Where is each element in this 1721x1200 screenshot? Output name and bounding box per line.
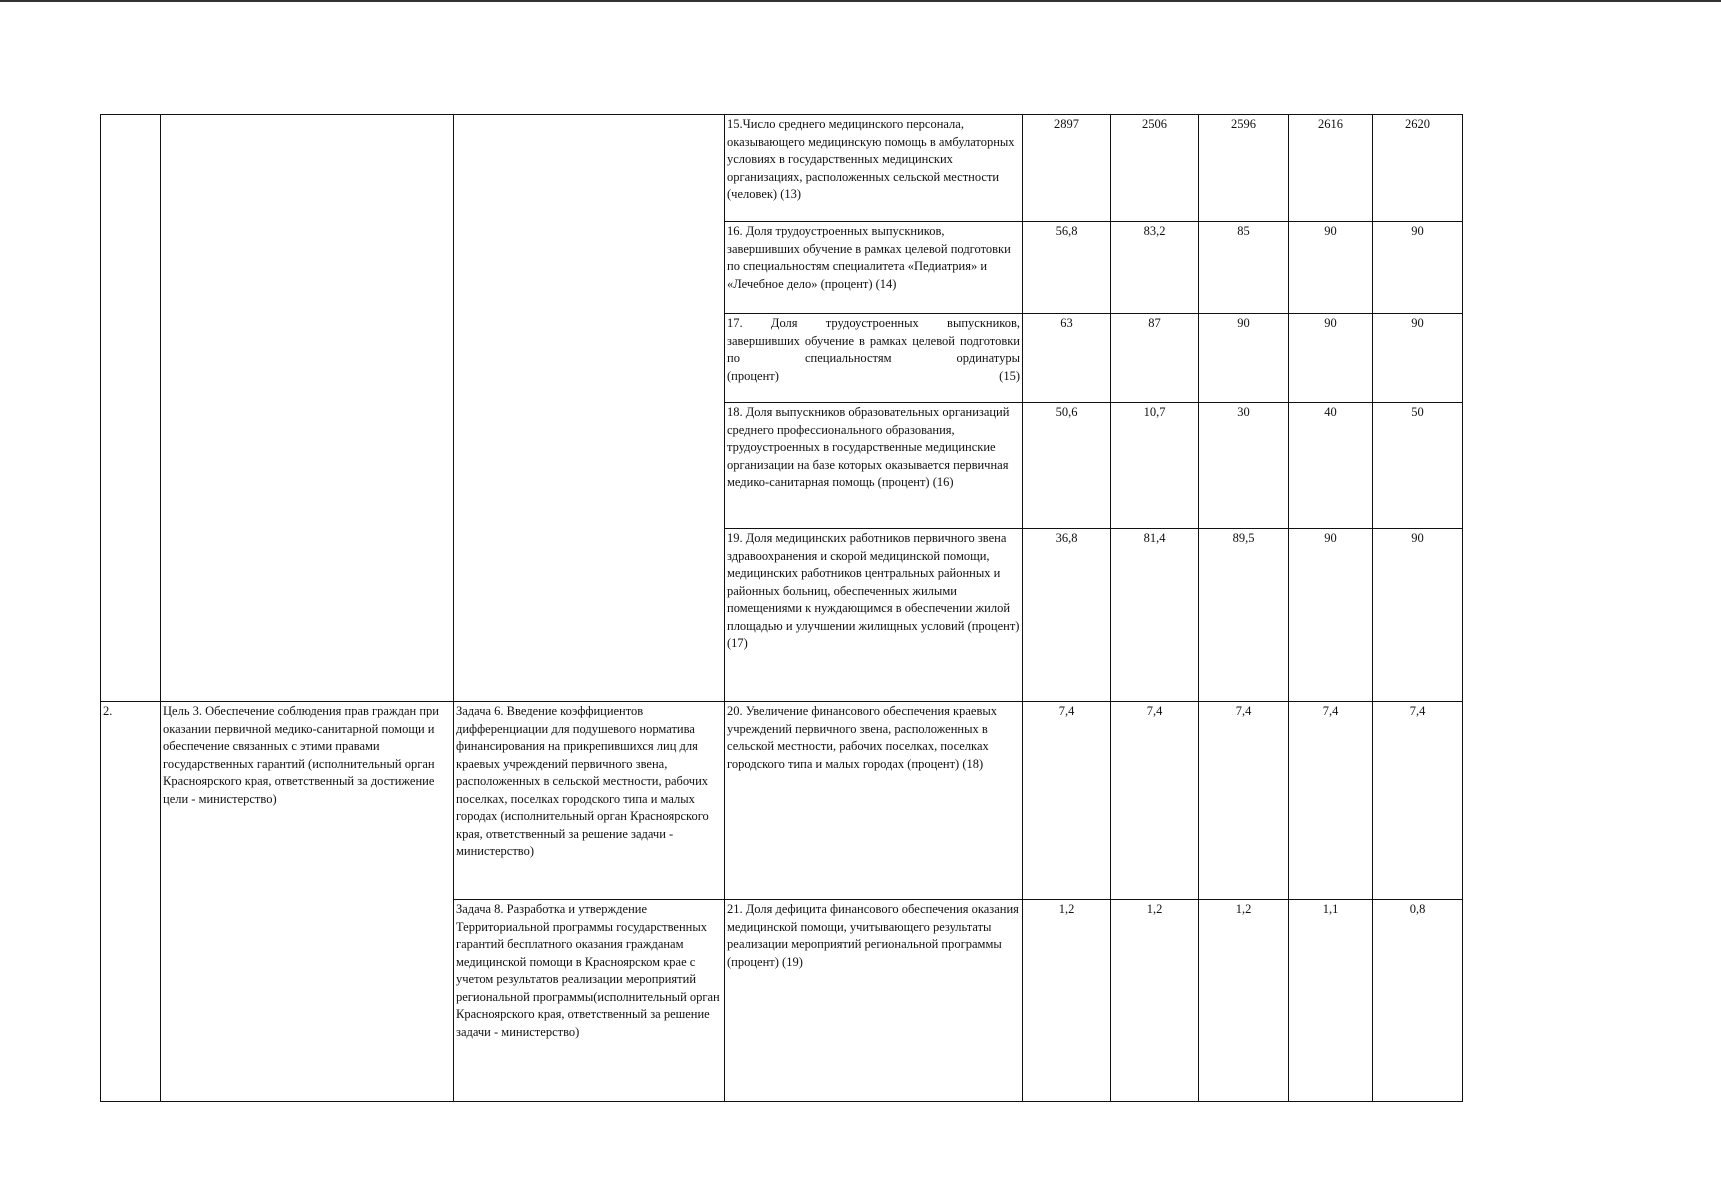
indicator-cell: 21. Доля дефицита финансового обеспечения оказания медицинской помощи, учитывающего результаты реализации мероприятий региональной программы (процент) (19): [725, 900, 1023, 1102]
value-cell: 90: [1289, 222, 1373, 314]
value-cell: 1,1: [1289, 900, 1373, 1102]
value-cell: 63: [1023, 314, 1111, 403]
indicator-text-tail: [727, 368, 1020, 386]
value-cell: 90: [1289, 314, 1373, 403]
indicator-cell: 16. Доля трудоустроенных выпускников, завершивших обучение в рамках целевой подготовки по специальностям специалитета «Педиатрия» и «Лечебное дело» (процент) (14): [725, 222, 1023, 314]
value-cell: 7,4: [1373, 702, 1463, 900]
value-cell: 50: [1373, 403, 1463, 529]
indicator-ref: (15): [999, 368, 1020, 383]
table-row: [101, 115, 1463, 222]
value-cell: 7,4: [1111, 702, 1199, 900]
indicator-unit: (процент): [727, 368, 779, 383]
value-cell: 90: [1373, 222, 1463, 314]
value-cell: 56,8: [1023, 222, 1111, 314]
row-number: 2.: [101, 702, 161, 1102]
task-cell: Задача 6. Введение коэффициентов дифференциации для подушевого норматива финансирования на прикрепившихся лиц для краевых учреждений первичного звена, расположенных в сельской местности, рабочих поселках, поселках городского типа и малых городах (исполнительный орган Красноярского края, ответственный за решение задачи - министерство): [454, 702, 725, 900]
goal-cell-empty: [161, 115, 454, 702]
value-cell: 50,6: [1023, 403, 1111, 529]
value-cell: 7,4: [1023, 702, 1111, 900]
value-cell: 87: [1111, 314, 1199, 403]
value-cell: 1,2: [1199, 900, 1289, 1102]
value-cell: 7,4: [1289, 702, 1373, 900]
value-cell: 81,4: [1111, 529, 1199, 702]
value-cell: 2620: [1373, 115, 1463, 222]
indicator-cell: 20. Увеличение финансового обеспечения краевых учреждений первичного звена, расположенных в сельской местности, рабочих поселках, поселках городского типа и малых городах (процент) (18): [725, 702, 1023, 900]
value-cell: 2897: [1023, 115, 1111, 222]
indicator-cell: [725, 314, 1023, 403]
value-cell: 40: [1289, 403, 1373, 529]
value-cell: 2616: [1289, 115, 1373, 222]
value-cell: 85: [1199, 222, 1289, 314]
value-cell: 0,8: [1373, 900, 1463, 1102]
value-cell: 2596: [1199, 115, 1289, 222]
value-cell: 90: [1289, 529, 1373, 702]
task-cell-empty: [454, 115, 725, 702]
table-row: [101, 702, 1463, 900]
value-cell: 1,2: [1111, 900, 1199, 1102]
value-cell: 30: [1199, 403, 1289, 529]
value-cell: 89,5: [1199, 529, 1289, 702]
row-number-cell-empty: [101, 115, 161, 702]
value-cell: 10,7: [1111, 403, 1199, 529]
goal-cell: Цель 3. Обеспечение соблюдения прав граждан при оказании первичной медико-санитарной помощи и обеспечение связанных с этими правами государственных гарантий (исполнительный орган Красноярского края, ответственный за достижение цели - министерство): [161, 702, 454, 1102]
value-cell: 90: [1199, 314, 1289, 403]
task-cell: Задача 8. Разработка и утверждение Территориальной программы государственных гарантий бесплатного оказания гражданам медицинской помощи в Красноярском крае с учетом результатов реализации мероприятий региональной программы(исполнительный орган Красноярского края, ответственный за решение задачи - министерство): [454, 900, 725, 1102]
indicator-text: 17. Доля трудоустроенных выпускников, завершивших обучение в рамках целевой подготовки по специальностям ординатуры: [727, 316, 1020, 365]
indicator-cell: 15.Число среднего медицинского персонала, оказывающего медицинскую помощь в амбулаторных условиях в государственных медицинских организациях, расположенных сельской местности (человек) (13): [725, 115, 1023, 222]
value-cell: 2506: [1111, 115, 1199, 222]
indicator-cell: 18. Доля выпускников образовательных организаций среднего профессионального образования, трудоустроенных в государственные медицинские организации на базе которых оказывается первичная медико-санитарная помощь (процент) (16): [725, 403, 1023, 529]
indicators-table: [100, 114, 1463, 1102]
value-cell: 1,2: [1023, 900, 1111, 1102]
value-cell: 83,2: [1111, 222, 1199, 314]
indicator-cell: 19. Доля медицинских работников первичного звена здравоохранения и скорой медицинской помощи, медицинских работников центральных районных и районных больниц, обеспеченных жилыми помещениями к нуждающимся в обеспечении жилой площадью и улучшении жилищных условий (процент) (17): [725, 529, 1023, 702]
value-cell: 36,8: [1023, 529, 1111, 702]
value-cell: 90: [1373, 529, 1463, 702]
page-top-edge: [0, 0, 1721, 2]
value-cell: 7,4: [1199, 702, 1289, 900]
value-cell: 90: [1373, 314, 1463, 403]
